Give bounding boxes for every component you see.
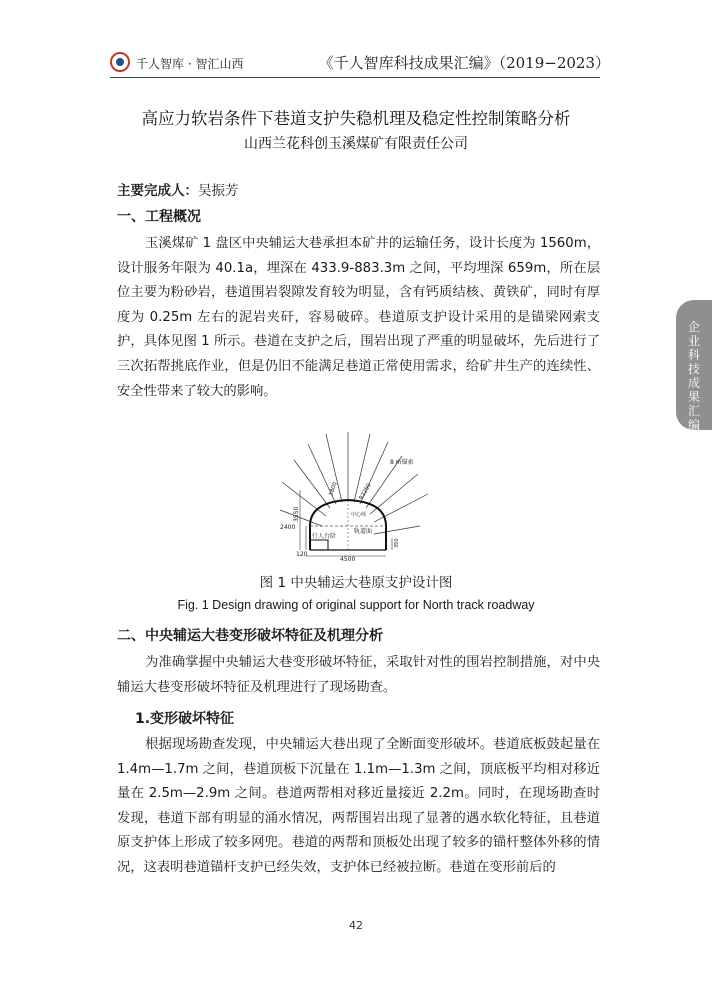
- article-organization: 山西兰花科创玉溪煤矿有限责任公司: [244, 136, 468, 152]
- support-design-figure: [270, 430, 435, 562]
- page-number: 42: [349, 919, 363, 932]
- figure-caption-en: Fig. 1 Design drawing of original support for North track roadway: [177, 598, 535, 612]
- side-tab-label: 企业科技成果汇编: [687, 320, 700, 432]
- figure-caption-cn: 图 1 中央辅运大巷原支护设计图: [259, 575, 453, 591]
- subsection1-heading: 1.变形破坏特征: [135, 711, 235, 727]
- side-350-label: 350: [394, 538, 400, 548]
- logo-icon: [110, 52, 130, 72]
- cable-label: 8 m锚索: [390, 459, 414, 466]
- header-title: 《千人智库科技成果汇编》（2019−2023）: [318, 54, 610, 72]
- completer-label: 主要完成人：: [117, 183, 198, 199]
- radius-label: R2250: [358, 482, 373, 501]
- width-4500-label: 4500: [340, 556, 356, 562]
- arc-1800-label: 1800: [328, 481, 339, 497]
- centerline-label: 中心线: [351, 512, 367, 518]
- header-divider: [110, 77, 600, 78]
- section2-paragraph: 为准确掌握中央辅运大巷变形破坏特征，采取针对性的围岩控制措施，对中央辅运大巷变形破坏特征及机理进行了现场勘查。: [117, 655, 600, 695]
- walkway-label: 行人台阶: [312, 533, 337, 540]
- subsection1-paragraph: 根据现场勘查发现，中央辅运大巷出现了全断面变形破坏。巷道底板鼓起量在 1.4m—1.7m 之间，巷道顶板下沉量在 1.1m—1.3m 之间，顶底板平均相对移近量在 2.5m—2.9m 之间。巷道两帮相对移近量接近 2.2m。同时，在现场勘查时发现，巷道下部有明显的涌水情况，两帮围岩出现了显著的遇水软化特征，且巷道原支护体上形成了较多网兜。巷道的两帮和顶板处出现了较多的锚杆整体外移的情况，这表明巷道锚杆支护已经失效，支护体已经被拉断。巷道在变形前后的: [117, 737, 600, 875]
- completer-line: [117, 179, 239, 199]
- completer-name: 吴振芳: [198, 183, 239, 199]
- section2-heading: 二、中央辅运大巷变形破坏特征及机理分析: [117, 628, 383, 644]
- brand-text: 千人智库 · 智汇山西: [136, 57, 244, 71]
- section1-heading: 一、工程概况: [117, 209, 201, 225]
- page-header: [110, 50, 610, 76]
- section1-paragraph: 玉溪煤矿 1 盘区中央辅运大巷承担本矿井的运输任务，设计长度为 1560m，设计服务年限为 40.1a，埋深在 433.9-883.3m 之间，平均埋深 659m，所在层位主要为粉砂岩，巷道围岩裂隙发育较为明显，含有钙质结核、黄铁矿，同时有厚度为 0.25m 左右的泥岩夹矸，容易破碎。巷道原支护设计采用的是锚梁网索支护，具体见图 1 所示。巷道在支护之后，围岩出现了严重的明显破坏，先后进行了三次拓帮挑底作业，但是仍旧不能满足巷道正常使用需求，给矿井生产的连续性、安全性带来了较大的影响。: [117, 236, 600, 399]
- article-title: 高应力软岩条件下巷道支护失稳机理及稳定性控制策略分析: [141, 109, 571, 128]
- height-3550-label: 3550: [293, 506, 300, 522]
- height-2400-label: 2400: [280, 524, 296, 531]
- width-120-label: 120: [296, 551, 308, 558]
- side-category-tab: [676, 300, 712, 430]
- track-surface-label: 轨道面: [354, 528, 373, 535]
